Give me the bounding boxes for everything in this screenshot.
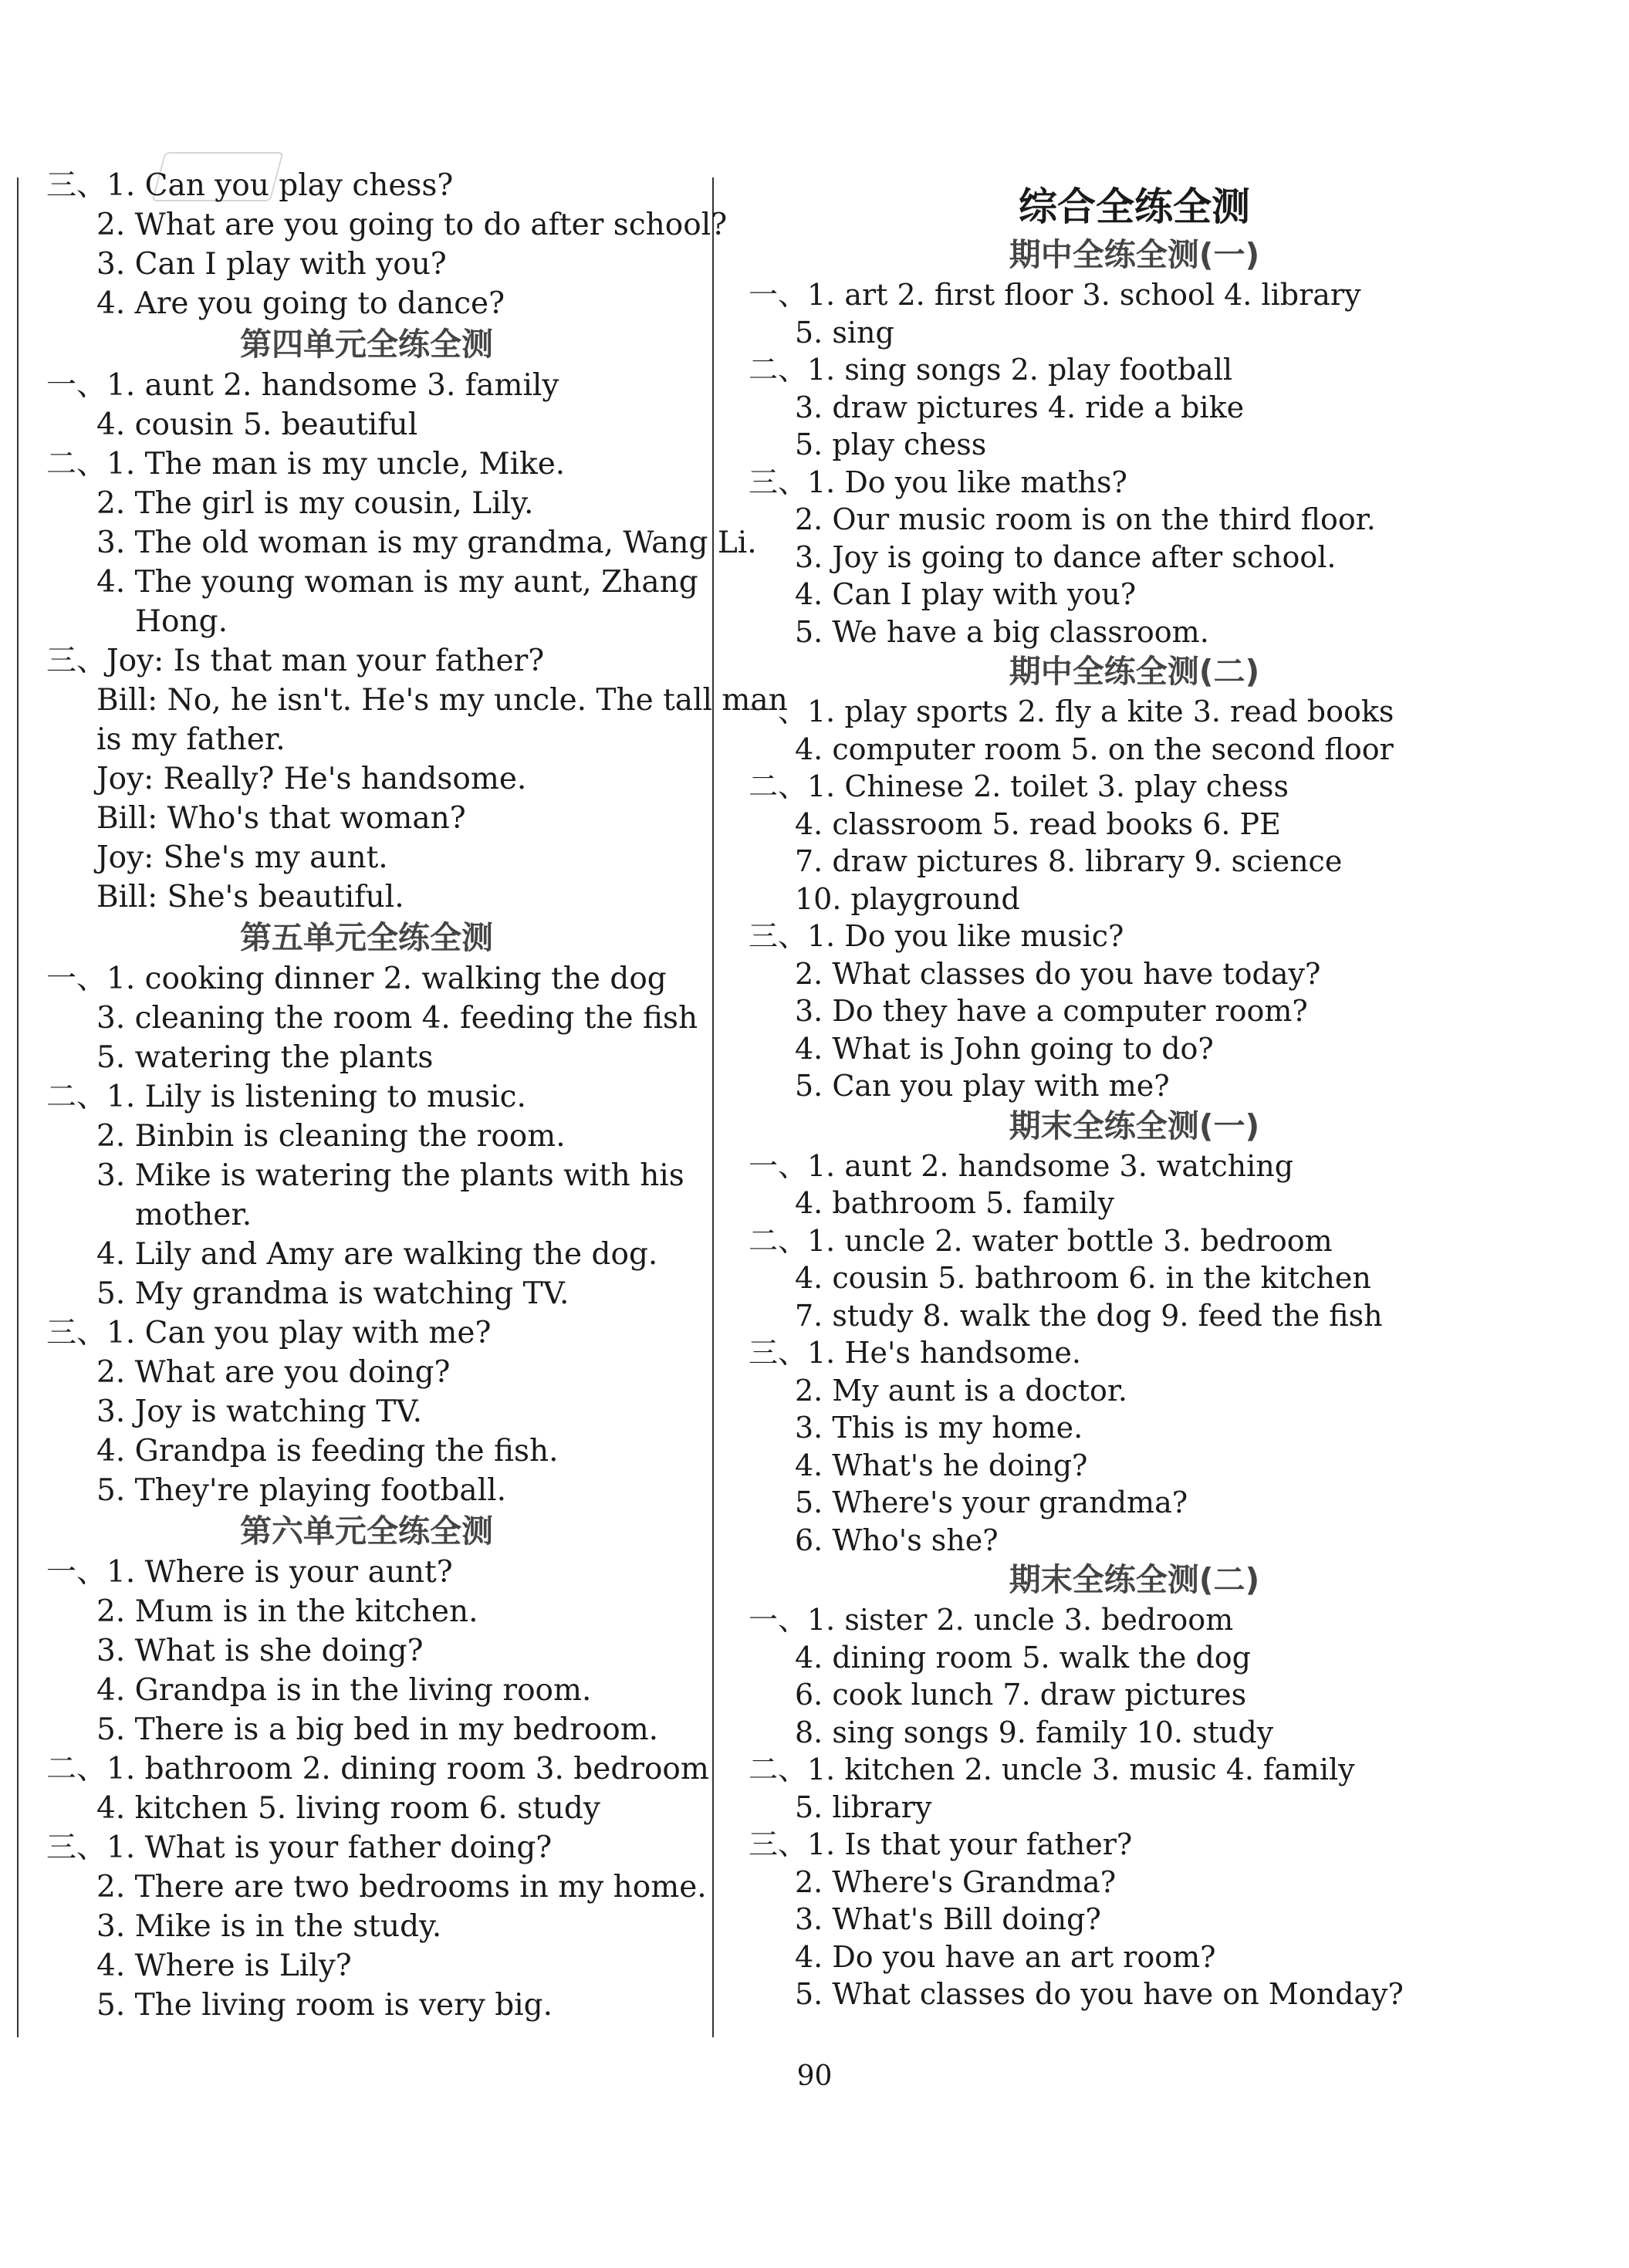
answer-line: 一、1. play sports 2. fly a kite 3. read books <box>749 695 1394 728</box>
answer-line: 三、1. Can you play with me? <box>46 1316 492 1350</box>
answer-line: Bill: Who's that woman? <box>96 801 466 836</box>
answer-line: 6. Who's she? <box>795 1523 999 1557</box>
answer-line: Bill: She's beautiful. <box>96 880 404 914</box>
answer-line: 4. Where is Lily? <box>96 1949 352 1983</box>
answer-line: Joy: She's my aunt. <box>96 840 388 875</box>
answer-line: 3. Mike is in the study. <box>96 1909 442 1944</box>
page-number: 90 <box>796 2060 833 2092</box>
section-heading: 第六单元全练全测 <box>240 1513 493 1550</box>
answer-line: 一、1. Where is your aunt? <box>46 1555 453 1590</box>
section-heading: 第五单元全练全测 <box>240 919 493 956</box>
right-column <box>749 166 1597 2013</box>
answer-line: 3. Joy is watching TV. <box>96 1394 423 1429</box>
section-heading: 期中全练全测(一) <box>1009 236 1260 273</box>
answer-line: mother. <box>135 1198 252 1232</box>
answer-line: 二、1. kitchen 2. uncle 3. music 4. family <box>749 1753 1355 1786</box>
section-heading: 期末全练全测(一) <box>1009 1107 1260 1144</box>
answer-line: 7. study 8. walk the dog 9. feed the fish <box>795 1298 1383 1333</box>
answer-line: 5. We have a big classroom. <box>795 614 1209 649</box>
answer-line: 3. Do they have a computer room? <box>795 994 1308 1028</box>
answer-line: 3. What's Bill doing? <box>795 1902 1101 1936</box>
answer-line: 3. Mike is watering the plants with his <box>96 1158 684 1193</box>
answer-line: 5. Where's your grandma? <box>795 1486 1188 1519</box>
answer-line: 4. dining room 5. walk the dog <box>795 1640 1251 1675</box>
answer-line: 5. My grandma is watching TV. <box>96 1276 569 1311</box>
answer-line: 一、1. cooking dinner 2. walking the dog <box>46 962 667 996</box>
answer-line: 4. What is John going to do? <box>795 1031 1214 1066</box>
answer-line: 2. My aunt is a doctor. <box>795 1373 1127 1408</box>
answer-line: 4. Do you have an art room? <box>795 1939 1216 1974</box>
answer-line: 5. Can you play with me? <box>795 1069 1170 1103</box>
left-column <box>46 166 788 2025</box>
section-main-title: 综合全练全测 <box>1019 184 1250 229</box>
answer-line: 2. Mum is in the kitchen. <box>96 1594 478 1629</box>
answer-line: 一、1. aunt 2. handsome 3. watching <box>749 1148 1294 1183</box>
answer-line: 4. Can I play with you? <box>795 577 1137 611</box>
answer-line: 4. Are you going to dance? <box>96 286 505 321</box>
answer-line: 2. What are you doing? <box>96 1355 451 1390</box>
answer-line: 3. draw pictures 4. ride a bike <box>795 390 1245 424</box>
answer-line: 三、1. What is your father doing? <box>46 1830 553 1865</box>
answer-line: 二、1. uncle 2. water bottle 3. bedroom <box>749 1223 1333 1258</box>
section-heading: 第四单元全练全测 <box>240 326 493 363</box>
answer-line: is my father. <box>96 722 286 757</box>
answer-line: 8. sing songs 9. family 10. study <box>795 1715 1274 1749</box>
answer-line: 二、1. sing songs 2. play football <box>749 353 1233 387</box>
right-column-body <box>749 234 1597 2013</box>
answer-line: 2. What classes do you have today? <box>795 956 1321 991</box>
answer-line: 3. The old woman is my grandma, Wang Li. <box>96 526 757 560</box>
answer-line: 三、1. Is that your father? <box>749 1827 1133 1861</box>
answer-line: 三、1. He's handsome. <box>749 1336 1081 1370</box>
answer-line: 一、1. sister 2. uncle 3. bedroom <box>749 1603 1234 1637</box>
answer-line: 4. bathroom 5. family <box>795 1186 1114 1220</box>
answer-line: 三、Joy: Is that man your father? <box>46 644 545 678</box>
answer-line: 4. computer room 5. on the second floor <box>795 732 1394 766</box>
answer-line: 三、1. Do you like music? <box>749 919 1124 953</box>
answer-line: 4. The young woman is my aunt, Zhang <box>96 565 698 600</box>
answer-line: 4. classroom 5. read books 6. PE <box>795 806 1281 841</box>
answer-line: 5. play chess <box>795 428 987 461</box>
answer-line: 三、1. Do you like maths? <box>749 465 1127 499</box>
answer-line: Bill: No, he isn't. He's my uncle. The tall man <box>96 683 788 718</box>
answer-line: 5. library <box>795 1790 932 1824</box>
answer-line: 3. This is my home. <box>795 1411 1083 1445</box>
answer-line: 4. kitchen 5. living room 6. study <box>96 1791 600 1826</box>
answer-line: 4. Grandpa is in the living room. <box>96 1673 592 1708</box>
answer-line: 4. cousin 5. beautiful <box>96 407 418 442</box>
answer-line: 3. Can I play with you? <box>96 247 447 282</box>
answer-line: Joy: Really? He's handsome. <box>96 762 527 796</box>
answer-line: 4. Lily and Amy are walking the dog. <box>96 1237 658 1272</box>
answer-line: 7. draw pictures 8. library 9. science <box>795 844 1343 878</box>
left-margin-rule <box>17 177 19 2037</box>
answer-line: 三、1. Can you play chess? <box>46 168 454 203</box>
answer-line: 3. What is she doing? <box>96 1634 424 1668</box>
answer-line: 10. playground <box>795 881 1020 916</box>
answer-line: 4. Grandpa is feeding the fish. <box>96 1434 559 1469</box>
answer-line: 6. cook lunch 7. draw pictures <box>795 1678 1247 1712</box>
answer-line: 5. There is a big bed in my bedroom. <box>96 1712 659 1747</box>
answer-line: 一、1. art 2. first floor 3. school 4. library <box>749 278 1361 312</box>
answer-line: 5. watering the plants <box>96 1040 434 1075</box>
answer-line: 二、1. The man is my uncle, Mike. <box>46 447 566 482</box>
answer-line: 2. Where's Grandma? <box>795 1864 1117 1899</box>
answer-line: 3. Joy is going to dance after school. <box>795 539 1337 574</box>
answer-line: 二、1. Lily is listening to music. <box>46 1080 526 1114</box>
answer-line: 3. cleaning the room 4. feeding the fish <box>96 1001 698 1036</box>
answer-line: 4. What's he doing? <box>795 1448 1088 1482</box>
section-heading: 期中全练全测(二) <box>1009 653 1260 690</box>
answer-line: 5. The living room is very big. <box>96 1988 553 2023</box>
answer-line: 2. Our music room is on the third floor. <box>795 502 1376 536</box>
answer-line: 5. What classes do you have on Monday? <box>795 1977 1404 2011</box>
answer-line: 4. cousin 5. bathroom 6. in the kitchen <box>795 1261 1371 1295</box>
answer-line: Hong. <box>135 604 228 639</box>
answer-line: 5. They're playing football. <box>96 1473 506 1508</box>
answer-line: 二、1. bathroom 2. dining room 3. bedroom <box>46 1752 709 1786</box>
answer-line: 2. There are two bedrooms in my home. <box>96 1870 707 1905</box>
section-heading: 期末全练全测(二) <box>1009 1561 1260 1598</box>
answer-line: 2. Binbin is cleaning the room. <box>96 1119 566 1154</box>
answer-line: 2. What are you going to do after school? <box>96 208 728 242</box>
answer-line: 5. sing <box>795 315 894 350</box>
answer-line: 一、1. aunt 2. handsome 3. family <box>46 368 559 403</box>
answer-line: 2. The girl is my cousin, Lily. <box>96 486 534 521</box>
column-divider <box>712 177 714 2037</box>
answer-line: 二、1. Chinese 2. toilet 3. play chess <box>749 769 1289 803</box>
